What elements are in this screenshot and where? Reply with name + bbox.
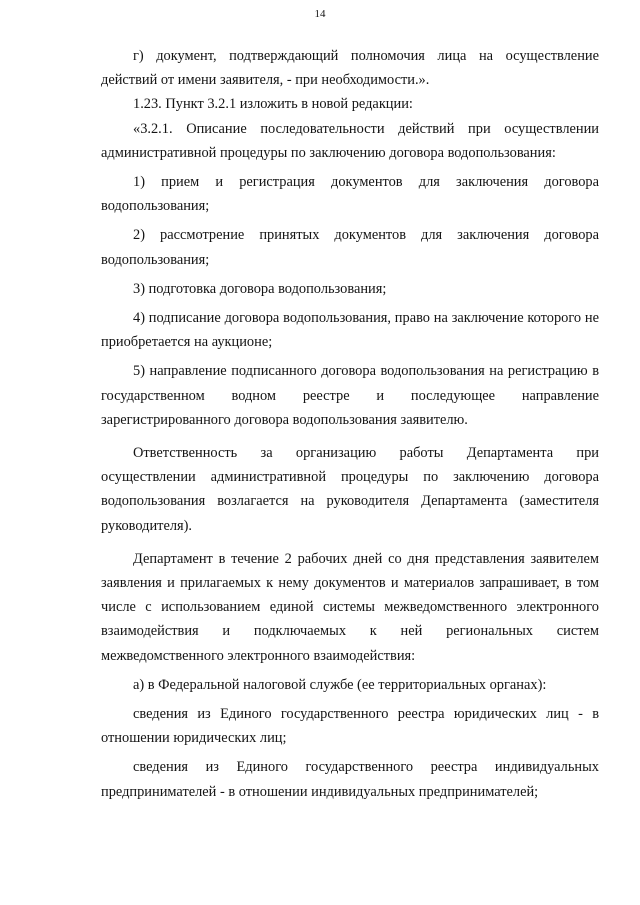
list-item-1: 1) прием и регистрация документов для заключения договора водопользования; (101, 174, 599, 215)
list-item-3: 3) подготовка договора водопользования; (133, 280, 387, 297)
paragraph-1-23: 1.23. Пункт 3.2.1 изложить в новой редакции: (133, 96, 413, 113)
paragraph-egrip: сведения из Единого государственного реестра индивидуальных предпринимателей - в отношении индивидуальных предпринимателей; (101, 759, 599, 800)
list-item-4: 4) подписание договора водопользования, право на заключение которого не приобретается на аукционе; (101, 310, 599, 351)
paragraph-egrul: сведения из Единого государственного реестра юридических лиц - в отношении юридических лиц; (101, 706, 599, 747)
paragraph-3-2-1: «3.2.1. Описание последовательности действий при осуществлении административной процедуры по заключению договора водопользования: (101, 120, 599, 161)
list-item-5: 5) направление подписанного договора водопользования на регистрацию в государственном водном реестре и последующее направление зарегистрированного договора водопользования заявителю. (101, 363, 599, 428)
list-item-2: 2) рассмотрение принятых документов для заключения договора водопользования; (101, 227, 599, 268)
page-number: 14 (314, 8, 326, 20)
paragraph-department-requests: Департамент в течение 2 рабочих дней со дня представления заявителем заявления и прилагаемых к нему документов и материалов запрашивает, в том числе с использованием единой системы межведомственного электронного взаимодействия и подключаемых к ней региональных систем межведомственного электронного взаимодействия: (101, 550, 599, 664)
paragraph-tax-service: а) в Федеральной налоговой службе (ее территориальных органах): (133, 676, 547, 693)
paragraph-g-document: г) документ, подтверждающий полномочия лица на осуществление действий от имени заявителя, - при необходимости.». (101, 48, 599, 89)
paragraph-responsibility: Ответственность за организацию работы Департамента при осуществлении административной процедуры по заключению договора водопользования возлагается на руководителя Департамента (заместителя руководителя). (101, 445, 599, 534)
document-body (101, 44, 599, 804)
